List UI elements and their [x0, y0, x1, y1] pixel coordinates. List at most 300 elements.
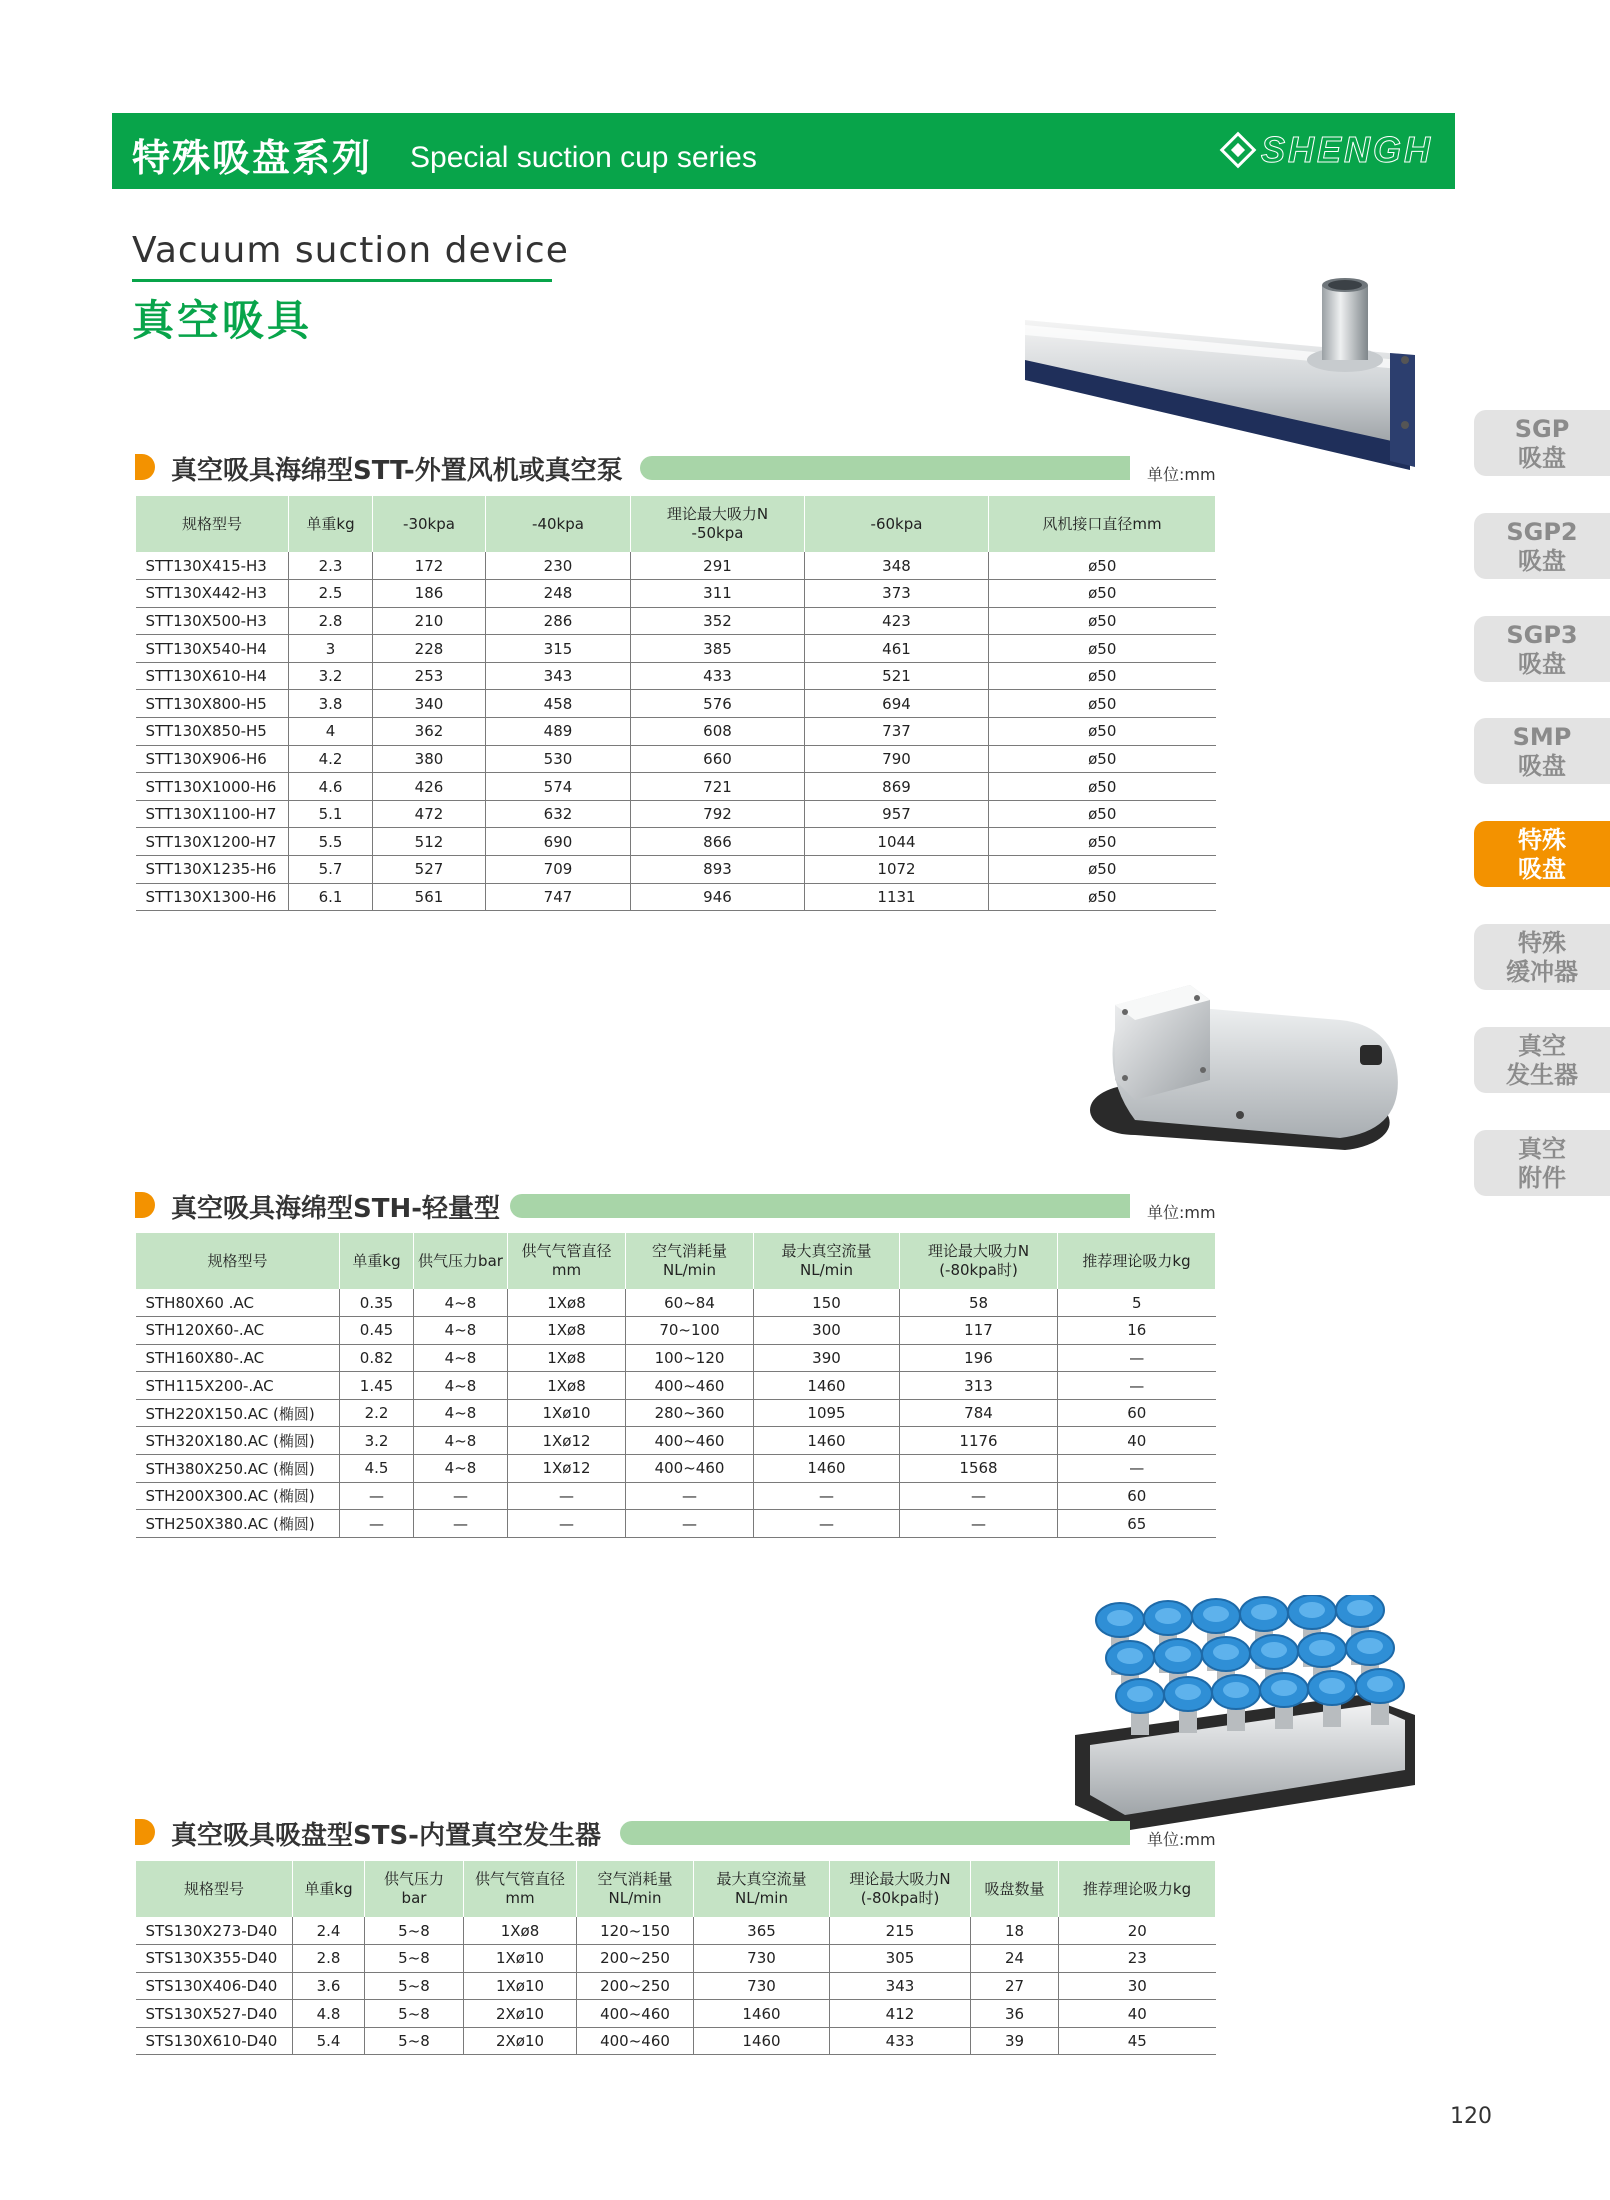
model-cell: STH320X180.AC (椭圆): [136, 1427, 340, 1455]
value-cell: 343: [486, 662, 631, 690]
column-header: 规格型号: [136, 1233, 340, 1289]
value-cell: 40: [1059, 2000, 1216, 2028]
suction-cup-inner: [1155, 1608, 1181, 1624]
model-cell: STT130X1100-H7: [136, 800, 289, 828]
model-cell: STT130X1300-H6: [136, 883, 289, 911]
logo-diamond-icon: [1220, 132, 1257, 169]
model-cell: STS130X406-D40: [136, 1972, 293, 2000]
value-cell: 2.4: [293, 1917, 365, 1945]
value-cell: 385: [631, 635, 805, 663]
section-sth-title: 真空吸具海绵型STH-轻量型: [171, 1194, 501, 1224]
value-cell: 1072: [805, 856, 989, 884]
sidebar-tab[interactable]: [1474, 1130, 1610, 1196]
value-cell: 200~250: [577, 1945, 694, 1973]
value-cell: —: [900, 1510, 1058, 1538]
value-cell: 4~8: [414, 1344, 508, 1372]
value-cell: 458: [486, 690, 631, 718]
table-row: [136, 1317, 1216, 1345]
value-cell: —: [626, 1482, 754, 1510]
column-header: -40kpa: [486, 496, 631, 552]
suction-cup-inner: [1175, 1684, 1201, 1700]
value-cell: 1Xø10: [464, 1972, 577, 2000]
value-cell: 196: [900, 1344, 1058, 1372]
value-cell: 3.8: [289, 690, 373, 718]
value-cell: —: [1058, 1344, 1216, 1372]
section-stt-bar: [640, 456, 1130, 480]
value-cell: —: [626, 1510, 754, 1538]
column-header: 吸盘数量: [971, 1861, 1059, 1917]
value-cell: 433: [830, 2027, 971, 2055]
table-row: [136, 2000, 1216, 2028]
value-cell: 36: [971, 2000, 1059, 2028]
suction-cup-inner: [1213, 1644, 1239, 1660]
suction-cup-inner: [1251, 1604, 1277, 1620]
value-cell: —: [340, 1510, 414, 1538]
value-cell: 893: [631, 856, 805, 884]
value-cell: 228: [373, 635, 486, 663]
value-cell: 4~8: [414, 1455, 508, 1483]
table-row: [136, 1427, 1216, 1455]
suction-cup-inner: [1223, 1682, 1249, 1698]
model-cell: STT130X540-H4: [136, 635, 289, 663]
value-cell: 5~8: [365, 2000, 464, 2028]
value-cell: 694: [805, 690, 989, 718]
sidebar-tab-line2: 缓冲器: [1506, 958, 1578, 986]
sidebar-tab-line2: 吸盘: [1518, 444, 1566, 472]
value-cell: 4~8: [414, 1399, 508, 1427]
model-cell: STS130X610-D40: [136, 2027, 293, 2055]
suction-cup-inner: [1261, 1642, 1287, 1658]
sidebar-tab[interactable]: [1474, 410, 1610, 476]
table-row: [136, 1399, 1216, 1427]
model-cell: STT130X1200-H7: [136, 828, 289, 856]
value-cell: ø50: [989, 828, 1216, 856]
value-cell: 1.45: [340, 1372, 414, 1400]
sidebar-tab[interactable]: [1474, 1027, 1610, 1093]
value-cell: 489: [486, 718, 631, 746]
value-cell: ø50: [989, 607, 1216, 635]
table-row: [136, 745, 1216, 773]
value-cell: ø50: [989, 552, 1216, 580]
value-cell: 348: [805, 552, 989, 580]
column-header: 理论最大吸力N (-80kpa时): [900, 1233, 1058, 1289]
value-cell: 291: [631, 552, 805, 580]
value-cell: 5.7: [289, 856, 373, 884]
model-cell: STT130X850-H5: [136, 718, 289, 746]
sidebar-tab-line1: 特殊: [1518, 929, 1566, 957]
table-row: [136, 800, 1216, 828]
value-cell: 400~460: [577, 2000, 694, 2028]
suction-cup-inner: [1357, 1638, 1383, 1654]
sts-product-photo: [1060, 1595, 1420, 1835]
table-row: [136, 552, 1216, 580]
model-cell: STH380X250.AC (椭圆): [136, 1455, 340, 1483]
value-cell: 747: [486, 883, 631, 911]
value-cell: 690: [486, 828, 631, 856]
value-cell: 380: [373, 745, 486, 773]
value-cell: 60: [1058, 1399, 1216, 1427]
value-cell: 3.2: [340, 1427, 414, 1455]
model-cell: STT130X800-H5: [136, 690, 289, 718]
sth-product-photo: [1085, 970, 1405, 1170]
value-cell: 946: [631, 883, 805, 911]
section-marker-icon: [135, 1819, 155, 1845]
value-cell: 45: [1059, 2027, 1216, 2055]
value-cell: 172: [373, 552, 486, 580]
table-row: [136, 1372, 1216, 1400]
value-cell: 2.2: [340, 1399, 414, 1427]
suction-cup-inner: [1309, 1640, 1335, 1656]
value-cell: 0.82: [340, 1344, 414, 1372]
value-cell: 521: [805, 662, 989, 690]
sidebar-tab-line2: 发生器: [1506, 1061, 1578, 1089]
table-row: [136, 856, 1216, 884]
table-row: [136, 662, 1216, 690]
sidebar-tab-line1: SMP: [1512, 723, 1572, 751]
value-cell: 18: [971, 1917, 1059, 1945]
value-cell: —: [414, 1510, 508, 1538]
table-header-row: [136, 496, 1216, 552]
value-cell: —: [1058, 1372, 1216, 1400]
column-header: 推荐理论吸力kg: [1059, 1861, 1216, 1917]
value-cell: 561: [373, 883, 486, 911]
model-cell: STT130X1235-H6: [136, 856, 289, 884]
model-cell: STT130X610-H4: [136, 662, 289, 690]
value-cell: 608: [631, 718, 805, 746]
value-cell: 210: [373, 607, 486, 635]
table-row: [136, 1289, 1216, 1317]
sidebar-tab[interactable]: [1474, 513, 1610, 579]
value-cell: 1044: [805, 828, 989, 856]
value-cell: 866: [631, 828, 805, 856]
value-cell: 576: [631, 690, 805, 718]
sidebar-tab-line2: 吸盘: [1518, 855, 1566, 883]
value-cell: 65: [1058, 1510, 1216, 1538]
value-cell: 400~460: [577, 2027, 694, 2055]
sidebar-tab-line1: SGP2: [1506, 518, 1578, 546]
value-cell: 30: [1059, 1972, 1216, 2000]
table-row: [136, 718, 1216, 746]
value-cell: 433: [631, 662, 805, 690]
suction-cup-inner: [1127, 1686, 1153, 1702]
section-sts-unit: 单位:mm: [1147, 1830, 1216, 1849]
sidebar-tab-line2: 吸盘: [1518, 547, 1566, 575]
value-cell: 1095: [754, 1399, 900, 1427]
value-cell: —: [754, 1510, 900, 1538]
value-cell: 721: [631, 773, 805, 801]
suction-cup-inner: [1347, 1600, 1373, 1616]
suction-cup-inner: [1299, 1602, 1325, 1618]
value-cell: 400~460: [626, 1455, 754, 1483]
value-cell: 737: [805, 718, 989, 746]
value-cell: 869: [805, 773, 989, 801]
section-sth-unit: 单位:mm: [1147, 1203, 1216, 1222]
model-cell: STH220X150.AC (椭圆): [136, 1399, 340, 1427]
value-cell: 70~100: [626, 1317, 754, 1345]
column-header: 供气气管直径 mm: [464, 1861, 577, 1917]
value-cell: 1Xø12: [508, 1427, 626, 1455]
value-cell: 2.8: [289, 607, 373, 635]
value-cell: 1568: [900, 1455, 1058, 1483]
value-cell: 311: [631, 580, 805, 608]
value-cell: 5~8: [365, 1972, 464, 2000]
sidebar-tab-line1: SGP: [1514, 415, 1570, 443]
value-cell: 530: [486, 745, 631, 773]
model-cell: STH250X380.AC (椭圆): [136, 1510, 340, 1538]
table-row: [136, 1344, 1216, 1372]
column-header: 供气压力 bar: [365, 1861, 464, 1917]
value-cell: 280~360: [626, 1399, 754, 1427]
value-cell: 117: [900, 1317, 1058, 1345]
value-cell: 472: [373, 800, 486, 828]
value-cell: 6.1: [289, 883, 373, 911]
model-cell: STT130X415-H3: [136, 552, 289, 580]
value-cell: 215: [830, 1917, 971, 1945]
section-sts-bar: [620, 1821, 1130, 1845]
value-cell: 1Xø12: [508, 1455, 626, 1483]
value-cell: 1176: [900, 1427, 1058, 1455]
sidebar-tab-line1: 真空: [1518, 1135, 1566, 1163]
table-row: [136, 690, 1216, 718]
value-cell: 230: [486, 552, 631, 580]
table-row: [136, 1482, 1216, 1510]
value-cell: 253: [373, 662, 486, 690]
value-cell: 16: [1058, 1317, 1216, 1345]
value-cell: ø50: [989, 883, 1216, 911]
table-row: [136, 773, 1216, 801]
table-header-row: [136, 1861, 1216, 1917]
column-header: 理论最大吸力N -50kpa: [631, 496, 805, 552]
value-cell: 400~460: [626, 1427, 754, 1455]
model-cell: STH160X80-.AC: [136, 1344, 340, 1372]
sidebar-tab-line1: SGP3: [1506, 621, 1578, 649]
model-cell: STH80X60 .AC: [136, 1289, 340, 1317]
value-cell: 2Xø10: [464, 2000, 577, 2028]
value-cell: 461: [805, 635, 989, 663]
value-cell: 1Xø8: [508, 1344, 626, 1372]
title-underline: [132, 279, 552, 282]
value-cell: ø50: [989, 856, 1216, 884]
table-row: [136, 1945, 1216, 1973]
value-cell: 730: [694, 1945, 830, 1973]
column-header: 空气消耗量 NL/min: [626, 1233, 754, 1289]
value-cell: 574: [486, 773, 631, 801]
suction-cup-inner: [1367, 1676, 1393, 1692]
value-cell: 1Xø8: [508, 1317, 626, 1345]
value-cell: 343: [830, 1972, 971, 2000]
series-title-cn: 特殊吸盘系列: [132, 136, 373, 180]
value-cell: 390: [754, 1344, 900, 1372]
sidebar-tab-line2: 吸盘: [1518, 752, 1566, 780]
value-cell: 1460: [694, 2000, 830, 2028]
logo-text: SHENGH: [1260, 129, 1433, 170]
column-header: 最大真空流量 NL/min: [694, 1861, 830, 1917]
value-cell: 1Xø8: [508, 1289, 626, 1317]
table-row: [136, 1455, 1216, 1483]
value-cell: 0.35: [340, 1289, 414, 1317]
value-cell: 4~8: [414, 1317, 508, 1345]
value-cell: —: [414, 1482, 508, 1510]
value-cell: 1460: [754, 1372, 900, 1400]
value-cell: 412: [830, 2000, 971, 2028]
value-cell: —: [754, 1482, 900, 1510]
value-cell: 784: [900, 1399, 1058, 1427]
model-cell: STT130X442-H3: [136, 580, 289, 608]
value-cell: 4~8: [414, 1427, 508, 1455]
table-row: [136, 607, 1216, 635]
value-cell: 5: [1058, 1289, 1216, 1317]
value-cell: 0.45: [340, 1317, 414, 1345]
value-cell: 352: [631, 607, 805, 635]
sidebar-tab-line1: 特殊: [1518, 826, 1566, 854]
section-stt-unit: 单位:mm: [1147, 465, 1216, 484]
series-title-en: Special suction cup series: [410, 141, 757, 174]
value-cell: 20: [1059, 1917, 1216, 1945]
value-cell: ø50: [989, 800, 1216, 828]
value-cell: 2.8: [293, 1945, 365, 1973]
value-cell: 1460: [754, 1455, 900, 1483]
column-header: -60kpa: [805, 496, 989, 552]
table-row: [136, 2027, 1216, 2055]
column-header: 空气消耗量 NL/min: [577, 1861, 694, 1917]
value-cell: 315: [486, 635, 631, 663]
column-header: 推荐理论吸力kg: [1058, 1233, 1216, 1289]
value-cell: 1460: [694, 2027, 830, 2055]
sidebar-tab-line2: 吸盘: [1518, 650, 1566, 678]
stt-product-photo: [1020, 275, 1440, 475]
value-cell: ø50: [989, 580, 1216, 608]
model-cell: STS130X527-D40: [136, 2000, 293, 2028]
model-cell: STT130X906-H6: [136, 745, 289, 773]
suction-cup-inner: [1117, 1648, 1143, 1664]
value-cell: 40: [1058, 1427, 1216, 1455]
value-cell: —: [508, 1510, 626, 1538]
value-cell: —: [1058, 1455, 1216, 1483]
column-header: 供气气管直径 mm: [508, 1233, 626, 1289]
value-cell: 2.3: [289, 552, 373, 580]
value-cell: —: [340, 1482, 414, 1510]
column-header: 最大真空流量 NL/min: [754, 1233, 900, 1289]
value-cell: 365: [694, 1917, 830, 1945]
suction-cup-inner: [1271, 1680, 1297, 1696]
model-cell: STT130X1000-H6: [136, 773, 289, 801]
stt-spec-table: [135, 496, 1216, 911]
sts-spec-table: [135, 1861, 1216, 2055]
value-cell: 1Xø10: [464, 1945, 577, 1973]
value-cell: 362: [373, 718, 486, 746]
value-cell: 1Xø8: [508, 1372, 626, 1400]
value-cell: —: [508, 1482, 626, 1510]
value-cell: 512: [373, 828, 486, 856]
column-header: 单重kg: [289, 496, 373, 552]
value-cell: 300: [754, 1317, 900, 1345]
value-cell: 23: [1059, 1945, 1216, 1973]
column-header: 供气压力bar: [414, 1233, 508, 1289]
suction-cup-inner: [1165, 1646, 1191, 1662]
value-cell: 58: [900, 1289, 1058, 1317]
value-cell: 400~460: [626, 1372, 754, 1400]
sidebar-tab[interactable]: [1474, 924, 1610, 990]
value-cell: 3.6: [293, 1972, 365, 2000]
table-row: [136, 883, 1216, 911]
table-row: [136, 1510, 1216, 1538]
value-cell: 60: [1058, 1482, 1216, 1510]
value-cell: 1Xø10: [508, 1399, 626, 1427]
table-row: [136, 635, 1216, 663]
sidebar-tab[interactable]: [1474, 821, 1610, 887]
column-header: 规格型号: [136, 1861, 293, 1917]
value-cell: 248: [486, 580, 631, 608]
suction-cup-inner: [1203, 1606, 1229, 1622]
value-cell: 5.1: [289, 800, 373, 828]
value-cell: 3: [289, 635, 373, 663]
value-cell: 423: [805, 607, 989, 635]
model-cell: STH115X200-.AC: [136, 1372, 340, 1400]
page-number: 120: [1450, 2104, 1492, 2129]
value-cell: 5~8: [365, 1945, 464, 1973]
value-cell: ø50: [989, 662, 1216, 690]
section-sth-bar: [510, 1194, 1130, 1218]
column-header: 单重kg: [293, 1861, 365, 1917]
value-cell: 4.5: [340, 1455, 414, 1483]
suction-cup-inner: [1107, 1610, 1133, 1626]
value-cell: 426: [373, 773, 486, 801]
value-cell: 5~8: [365, 1917, 464, 1945]
value-cell: 150: [754, 1289, 900, 1317]
header-banner: [112, 113, 1455, 189]
value-cell: ø50: [989, 745, 1216, 773]
sidebar-tab[interactable]: [1474, 616, 1610, 682]
value-cell: 373: [805, 580, 989, 608]
value-cell: 27: [971, 1972, 1059, 2000]
value-cell: 5~8: [365, 2027, 464, 2055]
model-cell: STT130X500-H3: [136, 607, 289, 635]
value-cell: 4.2: [289, 745, 373, 773]
column-header: 理论最大吸力N (-80kpa时): [830, 1861, 971, 1917]
value-cell: 5.5: [289, 828, 373, 856]
value-cell: 792: [631, 800, 805, 828]
column-header: 规格型号: [136, 496, 289, 552]
value-cell: 709: [486, 856, 631, 884]
model-cell: STH200X300.AC (椭圆): [136, 1482, 340, 1510]
value-cell: 24: [971, 1945, 1059, 1973]
sidebar-tab[interactable]: [1474, 718, 1610, 784]
page-title-en: Vacuum suction device: [132, 230, 569, 271]
value-cell: 790: [805, 745, 989, 773]
brand-logo: [1225, 131, 1433, 169]
value-cell: 3.2: [289, 662, 373, 690]
value-cell: 286: [486, 607, 631, 635]
value-cell: ø50: [989, 718, 1216, 746]
value-cell: 632: [486, 800, 631, 828]
section-marker-icon: [135, 454, 155, 480]
value-cell: 313: [900, 1372, 1058, 1400]
section-stt-title: 真空吸具海绵型STT-外置风机或真空泵: [171, 456, 623, 486]
value-cell: 120~150: [577, 1917, 694, 1945]
value-cell: ø50: [989, 690, 1216, 718]
value-cell: 39: [971, 2027, 1059, 2055]
table-row: [136, 828, 1216, 856]
section-sts-title: 真空吸具吸盘型STS-内置真空发生器: [171, 1821, 601, 1851]
model-cell: STS130X355-D40: [136, 1945, 293, 1973]
value-cell: 340: [373, 690, 486, 718]
sidebar-tab-line2: 附件: [1518, 1164, 1566, 1192]
value-cell: 4.6: [289, 773, 373, 801]
table-row: [136, 1972, 1216, 2000]
value-cell: 200~250: [577, 1972, 694, 2000]
value-cell: ø50: [989, 773, 1216, 801]
value-cell: 100~120: [626, 1344, 754, 1372]
